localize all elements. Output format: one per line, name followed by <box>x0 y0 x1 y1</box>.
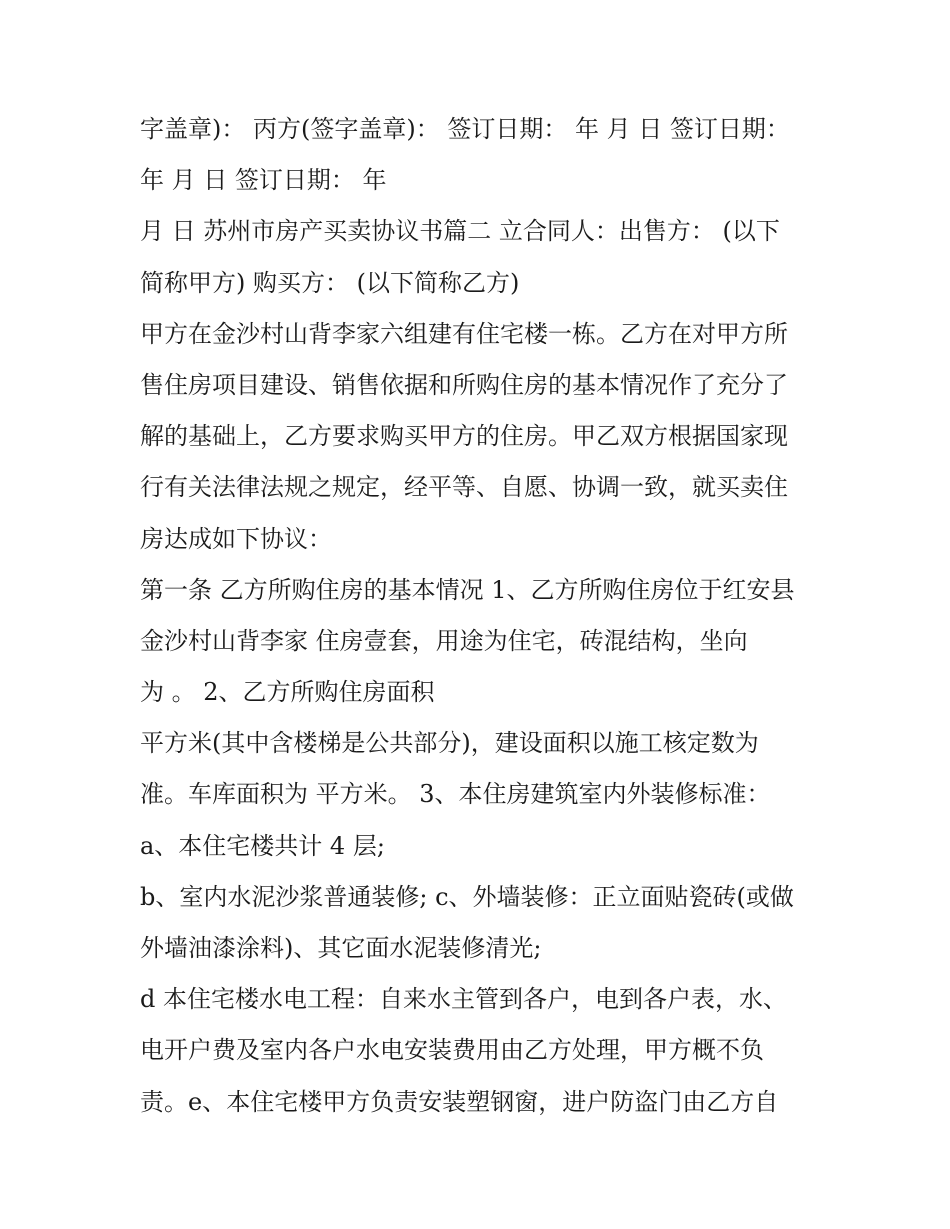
text-line: 简称甲方) 购买方： (以下简称乙方) <box>140 268 520 297</box>
text-line: 为 。 2、乙方所购住房面积 <box>140 678 435 707</box>
text-line: 年 月 日 签订日期： 年 <box>140 166 387 195</box>
text-line: 责。e、本住宅楼甲方负责安装塑钢窗，进户防盗门由乙方自 <box>140 1087 779 1116</box>
text-line: 电开户费及室内各户水电安装费用由乙方处理，甲方概不负 <box>140 1036 764 1065</box>
text-line: 解的基础上，乙方要求购买甲方的住房。甲乙双方根据国家现 <box>140 422 788 451</box>
text-line: 字盖章)： 丙方(签字盖章)： 签订日期： 年 月 日 签订日期： <box>140 115 790 143</box>
text-line: b、室内水泥沙浆普通装修; c、外墙装修：正立面贴瓷砖(或做 <box>140 882 794 911</box>
text-line: 第一条 乙方所购住房的基本情况 1、乙方所购住房位于红安县 <box>140 575 795 604</box>
text-line: 售住房项目建设、销售依据和所购住房的基本情况作了充分了 <box>140 370 788 399</box>
document-body <box>140 104 820 1128</box>
text-line: 外墙油漆涂料)、其它面水泥装修清光; <box>140 934 542 962</box>
text-line: 甲方在金沙村山背李家六组建有住宅楼一栋。乙方在对甲方所 <box>140 319 788 348</box>
text-line: 月 日 苏州市房产买卖协议书篇二 立合同人：出售方： (以下 <box>140 217 780 246</box>
text-line: 房达成如下协议： <box>140 524 332 553</box>
text-line: 金沙村山背李家 住房壹套，用途为住宅，砖混结构，坐向 <box>140 626 748 655</box>
text-line: 准。车库面积为 平方米。 3、本住房建筑室内外装修标准： <box>140 780 771 809</box>
text-line: 平方米(其中含楼梯是公共部分)，建设面积以施工核定数为 <box>140 729 759 758</box>
text-line: 行有关法律法规之规定，经平等、自愿、协调一致，就买卖住 <box>140 473 788 502</box>
text-line: a、本住宅楼共计 4 层; <box>140 831 385 860</box>
text-line: d 本住宅楼水电工程：自来水主管到各户，电到各户表，水、 <box>140 985 787 1014</box>
